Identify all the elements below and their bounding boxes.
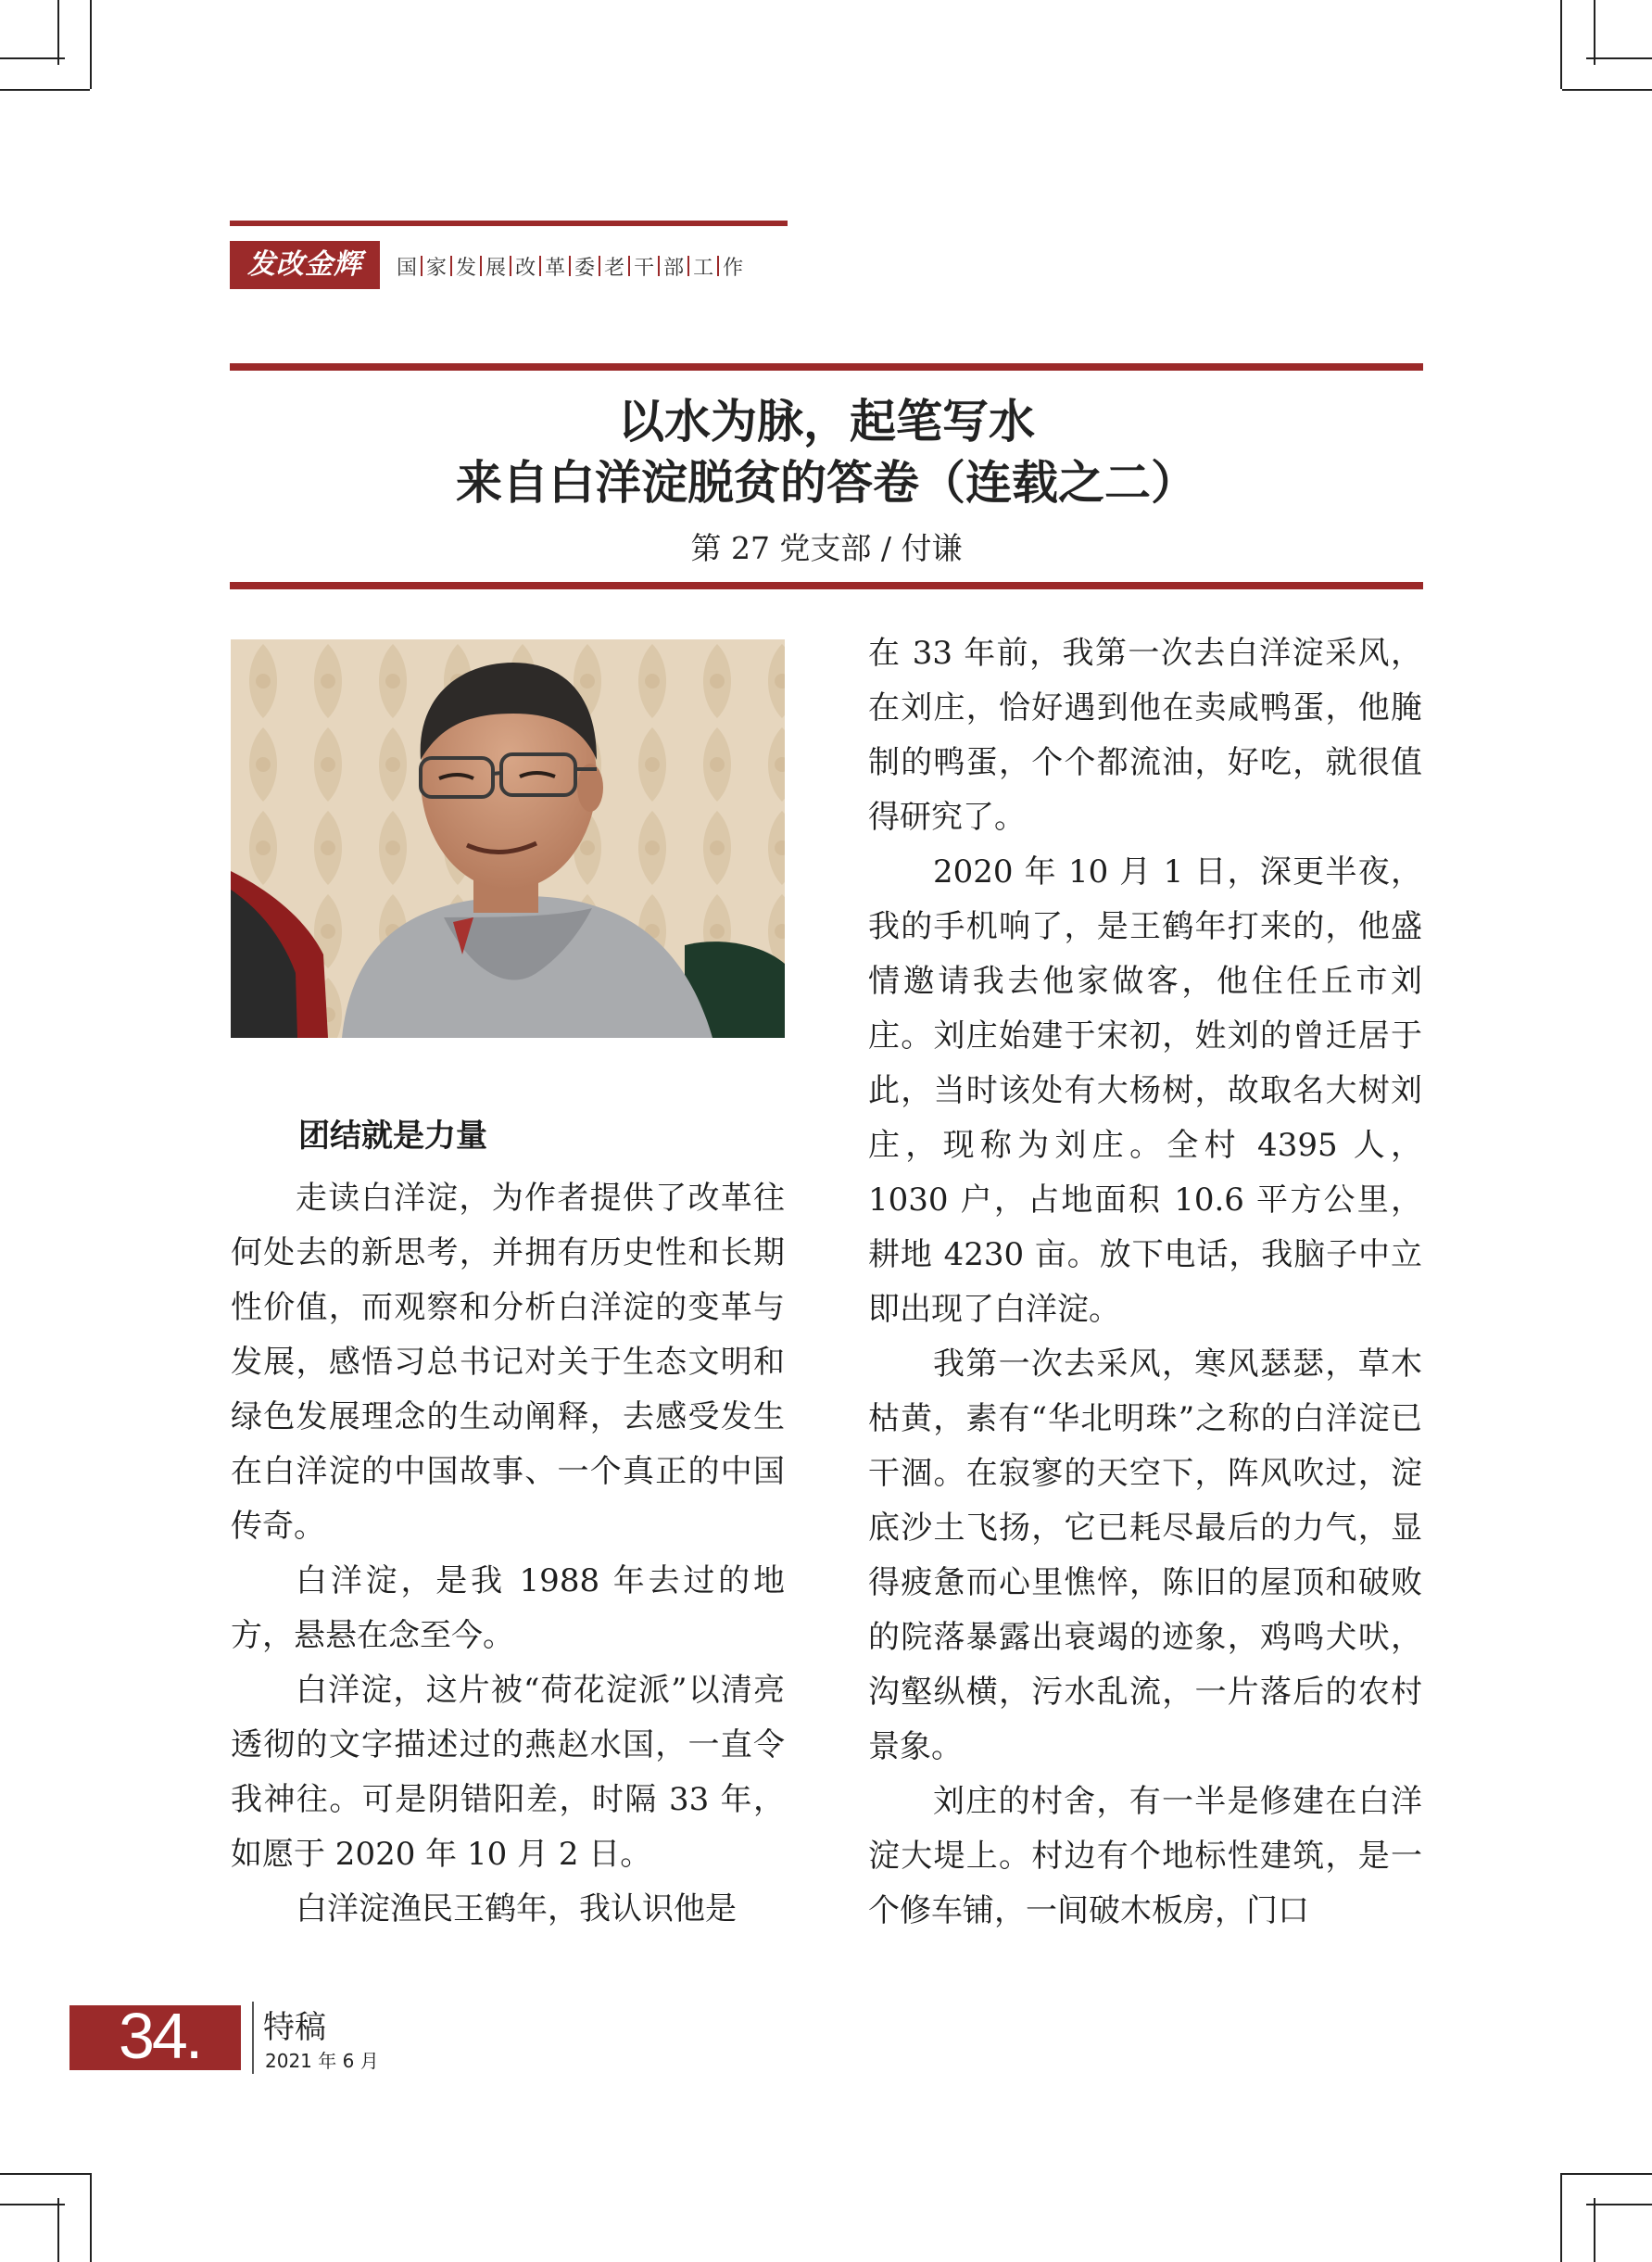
section-subheading: 团结就是力量 bbox=[298, 1118, 487, 1155]
title-rule-top bbox=[230, 363, 1423, 371]
org-name bbox=[393, 243, 747, 289]
page-number: 34. bbox=[119, 2000, 201, 2072]
crop-mark bbox=[1560, 2173, 1562, 2262]
org-char: 工 bbox=[693, 256, 714, 280]
right-column bbox=[868, 626, 1422, 1939]
paragraph: 白洋淀，这片被“荷花淀派”以清亮透彻的文字描述过的燕赵水国，一直令我神往。可是阴错阳差，时隔 33 年，如愿于 2020 年 10 月 2 日。 bbox=[231, 1672, 785, 1873]
crop-mark bbox=[1594, 0, 1595, 65]
paragraph: 白洋淀，是我 1988 年去过的地方，悬悬在念至今。 bbox=[231, 1562, 785, 1654]
crop-mark bbox=[1560, 0, 1562, 89]
section-label: 特稿 bbox=[263, 2009, 326, 2046]
org-char: 老 bbox=[604, 256, 625, 280]
crop-mark bbox=[1562, 89, 1652, 91]
portrait-photo bbox=[231, 639, 785, 1038]
org-char: 干 bbox=[634, 256, 655, 280]
crop-mark bbox=[1594, 2198, 1595, 2262]
paragraph: 我第一次去采风，寒风瑟瑟，草木枯黄，素有“华北明珠”之称的白洋淀已干涸。在寂寥的天空下，阵风吹过，淀底沙土飞扬，它已耗尽最后的力气，显得疲惫而心里憔悴，陈旧的屋顶和破败的院落暴露出衰竭的迹象，鸡鸣犬吠，沟壑纵横，污水乱流，一片落后的农村景象。 bbox=[868, 1346, 1422, 1765]
org-char: 发 bbox=[456, 256, 477, 280]
crop-mark bbox=[0, 2173, 90, 2175]
article-title-line1: 以水为脉，起笔写水 bbox=[618, 394, 1035, 449]
paragraph: 走读白洋淀，为作者提供了改革往何处去的新思考，并拥有历史性和长期性价值，而观察和分析白洋淀的变革与发展，感悟习总书记对关于生态文明和绿色发展理念的生动阐释，去感受发生在白洋淀的中国故事、一个真正的中国传奇。 bbox=[231, 1180, 785, 1545]
crop-mark bbox=[1586, 57, 1652, 59]
org-char: 展 bbox=[486, 256, 507, 280]
crop-mark bbox=[57, 0, 59, 65]
crop-mark bbox=[0, 57, 65, 59]
org-char: 改 bbox=[515, 256, 536, 280]
org-char: 委 bbox=[574, 256, 596, 280]
crop-mark bbox=[90, 0, 92, 89]
crop-mark bbox=[1562, 2173, 1652, 2175]
crop-mark bbox=[0, 89, 90, 91]
crop-mark bbox=[1586, 2204, 1652, 2205]
org-char: 作 bbox=[723, 256, 744, 280]
byline: 第 27 党支部 / 付谦 bbox=[690, 530, 963, 566]
article-title-line2: 来自白洋淀脱贫的答卷（连载之二） bbox=[456, 455, 1197, 510]
header-rule bbox=[230, 221, 788, 226]
crop-mark bbox=[90, 2173, 92, 2262]
org-char: 家 bbox=[426, 256, 448, 280]
issue-date: 2021 年 6 月 bbox=[265, 2050, 379, 2072]
column-badge: 发改金辉 bbox=[230, 241, 380, 289]
paragraph: 刘庄的村舍，有一半是修建在白洋淀大堤上。村边有个地标性建筑，是一个修车铺，一间破木板房，门口 bbox=[868, 1783, 1422, 1929]
footer-divider bbox=[252, 2002, 254, 2074]
crop-mark bbox=[57, 2198, 59, 2262]
org-char: 革 bbox=[545, 256, 566, 280]
paragraph: 白洋淀渔民王鹤年，我认识他是 bbox=[296, 1890, 737, 1927]
left-column bbox=[231, 1171, 785, 1937]
crop-mark bbox=[0, 2204, 65, 2205]
paragraph: 在 33 年前，我第一次去白洋淀采风，在刘庄，恰好遇到他在卖咸鸭蛋，他腌制的鸭蛋，个个都流油，好吃，就很值得研究了。 bbox=[868, 635, 1422, 836]
paragraph: 2020 年 10 月 1 日，深更半夜，我的手机响了，是王鹤年打来的，他盛情邀请我去他家做客，他住任丘市刘庄。刘庄始建于宋初，姓刘的曾迁居于此，当时该处有大杨树，故取名大树刘庄，现称为刘庄。全村 4395 人，1030 户，占地面积 10.6 平方公里，耕地 4230 亩。放下电话，我脑子中立即出现了白洋淀。 bbox=[868, 853, 1422, 1328]
org-char: 部 bbox=[663, 256, 685, 280]
org-char: 国 bbox=[397, 256, 418, 280]
title-rule-bottom bbox=[230, 582, 1423, 589]
